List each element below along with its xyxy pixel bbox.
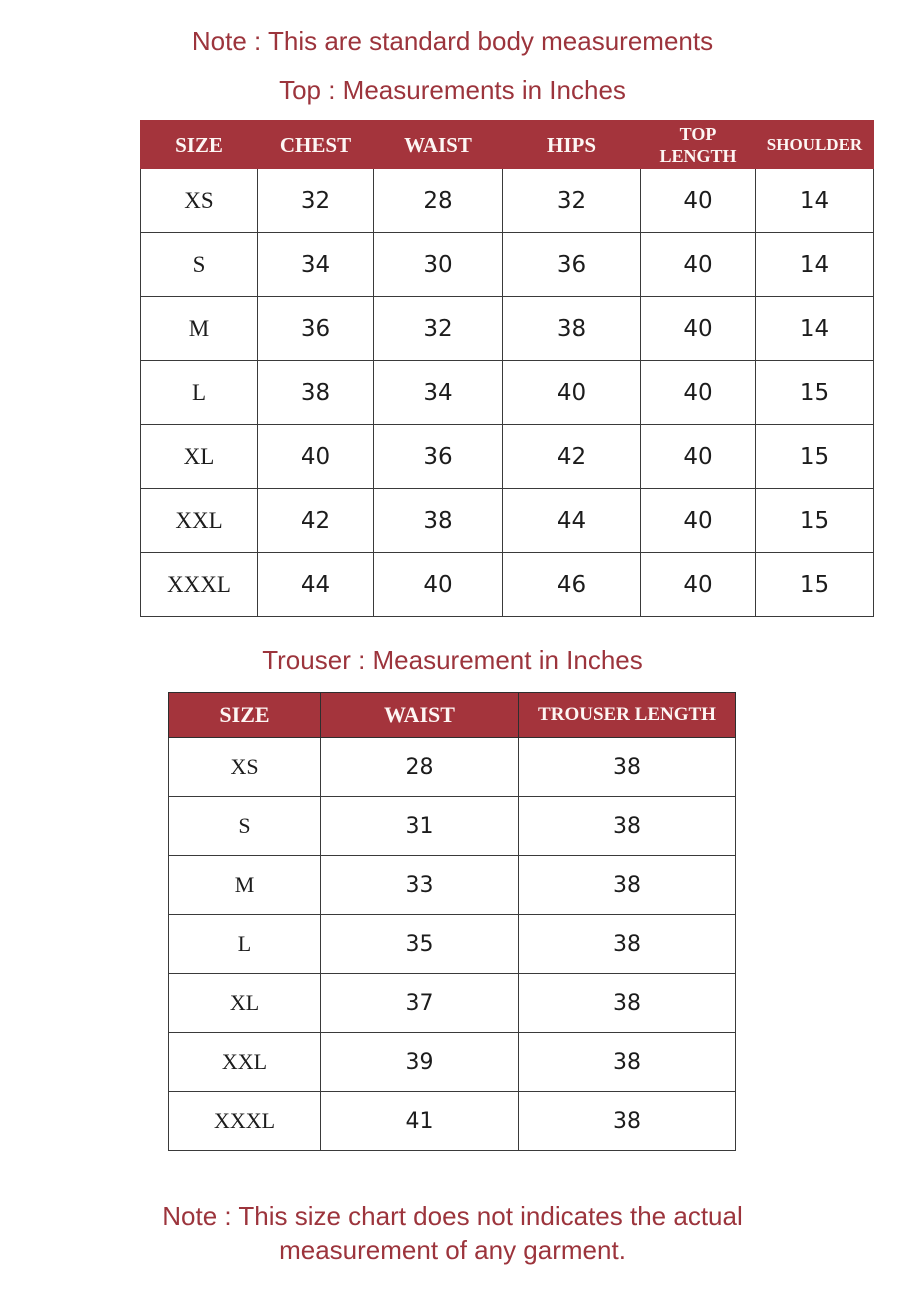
table-row — [141, 489, 874, 553]
size-cell: L — [141, 361, 258, 425]
top-table-title: Top : Measurements in Inches — [279, 75, 626, 105]
size-cell: M — [169, 856, 321, 915]
value-cell: 38 — [519, 1092, 736, 1151]
size-cell: S — [169, 797, 321, 856]
value-cell: 40 — [641, 169, 756, 233]
table-row — [169, 1033, 736, 1092]
value-cell: 33 — [321, 856, 519, 915]
value-cell: 38 — [519, 1033, 736, 1092]
top-table-header-row — [141, 121, 874, 169]
size-cell: XL — [169, 974, 321, 1033]
value-cell: 40 — [641, 361, 756, 425]
table-row — [141, 553, 874, 617]
trouser-table-title: Trouser : Measurement in Inches — [262, 645, 643, 675]
value-cell: 38 — [519, 738, 736, 797]
size-cell: XS — [169, 738, 321, 797]
value-cell: 34 — [374, 361, 503, 425]
column-header-shoulder: SHOULDER — [756, 121, 874, 169]
trouser-table-header-row — [169, 693, 736, 738]
size-cell: M — [141, 297, 258, 361]
value-cell: 38 — [258, 361, 374, 425]
table-row — [169, 797, 736, 856]
column-header-chest: CHEST — [258, 121, 374, 169]
table-row — [141, 361, 874, 425]
value-cell: 42 — [503, 425, 641, 489]
value-cell: 40 — [641, 553, 756, 617]
size-cell: XL — [141, 425, 258, 489]
value-cell: 14 — [756, 233, 874, 297]
column-header-waist: WAIST — [374, 121, 503, 169]
value-cell: 40 — [258, 425, 374, 489]
table-row — [169, 856, 736, 915]
value-cell: 38 — [519, 915, 736, 974]
value-cell: 40 — [503, 361, 641, 425]
value-cell: 28 — [321, 738, 519, 797]
value-cell: 40 — [374, 553, 503, 617]
value-cell: 36 — [258, 297, 374, 361]
column-header-hips: HIPS — [503, 121, 641, 169]
size-cell: XS — [141, 169, 258, 233]
value-cell: 40 — [641, 425, 756, 489]
column-header-top-length: TOP LENGTH — [641, 121, 756, 169]
value-cell: 36 — [503, 233, 641, 297]
value-cell: 41 — [321, 1092, 519, 1151]
value-cell: 28 — [374, 169, 503, 233]
size-cell: S — [141, 233, 258, 297]
value-cell: 15 — [756, 553, 874, 617]
value-cell: 15 — [756, 425, 874, 489]
value-cell: 46 — [503, 553, 641, 617]
bottom-note-line2: measurement of any garment. — [279, 1235, 626, 1265]
bottom-note-line1: Note : This size chart does not indicates the actual — [162, 1201, 743, 1231]
value-cell: 14 — [756, 297, 874, 361]
value-cell: 30 — [374, 233, 503, 297]
value-cell: 38 — [503, 297, 641, 361]
value-cell: 40 — [641, 297, 756, 361]
value-cell: 14 — [756, 169, 874, 233]
value-cell: 35 — [321, 915, 519, 974]
table-row — [169, 974, 736, 1033]
value-cell: 32 — [374, 297, 503, 361]
value-cell: 15 — [756, 489, 874, 553]
bottom-note — [0, 1199, 905, 1267]
table-row — [169, 1092, 736, 1151]
value-cell: 31 — [321, 797, 519, 856]
value-cell: 38 — [374, 489, 503, 553]
column-header-size: SIZE — [141, 121, 258, 169]
value-cell: 38 — [519, 974, 736, 1033]
table-row — [141, 169, 874, 233]
size-cell: XXL — [169, 1033, 321, 1092]
table-row — [141, 297, 874, 361]
value-cell: 37 — [321, 974, 519, 1033]
size-cell: XXXL — [169, 1092, 321, 1151]
value-cell: 38 — [519, 797, 736, 856]
size-cell: XXL — [141, 489, 258, 553]
value-cell: 44 — [258, 553, 374, 617]
value-cell: 32 — [503, 169, 641, 233]
value-cell: 42 — [258, 489, 374, 553]
value-cell: 36 — [374, 425, 503, 489]
column-header-waist: WAIST — [321, 693, 519, 738]
column-header-trouser-length: TROUSER LENGTH — [519, 693, 736, 738]
size-cell: XXXL — [141, 553, 258, 617]
size-cell: L — [169, 915, 321, 974]
value-cell: 38 — [519, 856, 736, 915]
table-row — [169, 738, 736, 797]
top-note: Note : This are standard body measurements — [191, 26, 714, 56]
value-cell: 15 — [756, 361, 874, 425]
top-measurements-table — [140, 120, 874, 617]
value-cell: 32 — [258, 169, 374, 233]
value-cell: 39 — [321, 1033, 519, 1092]
trouser-measurements-table — [168, 692, 736, 1151]
value-cell: 44 — [503, 489, 641, 553]
table-row — [169, 915, 736, 974]
table-row — [141, 233, 874, 297]
value-cell: 40 — [641, 489, 756, 553]
value-cell: 34 — [258, 233, 374, 297]
column-header-size: SIZE — [169, 693, 321, 738]
value-cell: 40 — [641, 233, 756, 297]
table-row — [141, 425, 874, 489]
